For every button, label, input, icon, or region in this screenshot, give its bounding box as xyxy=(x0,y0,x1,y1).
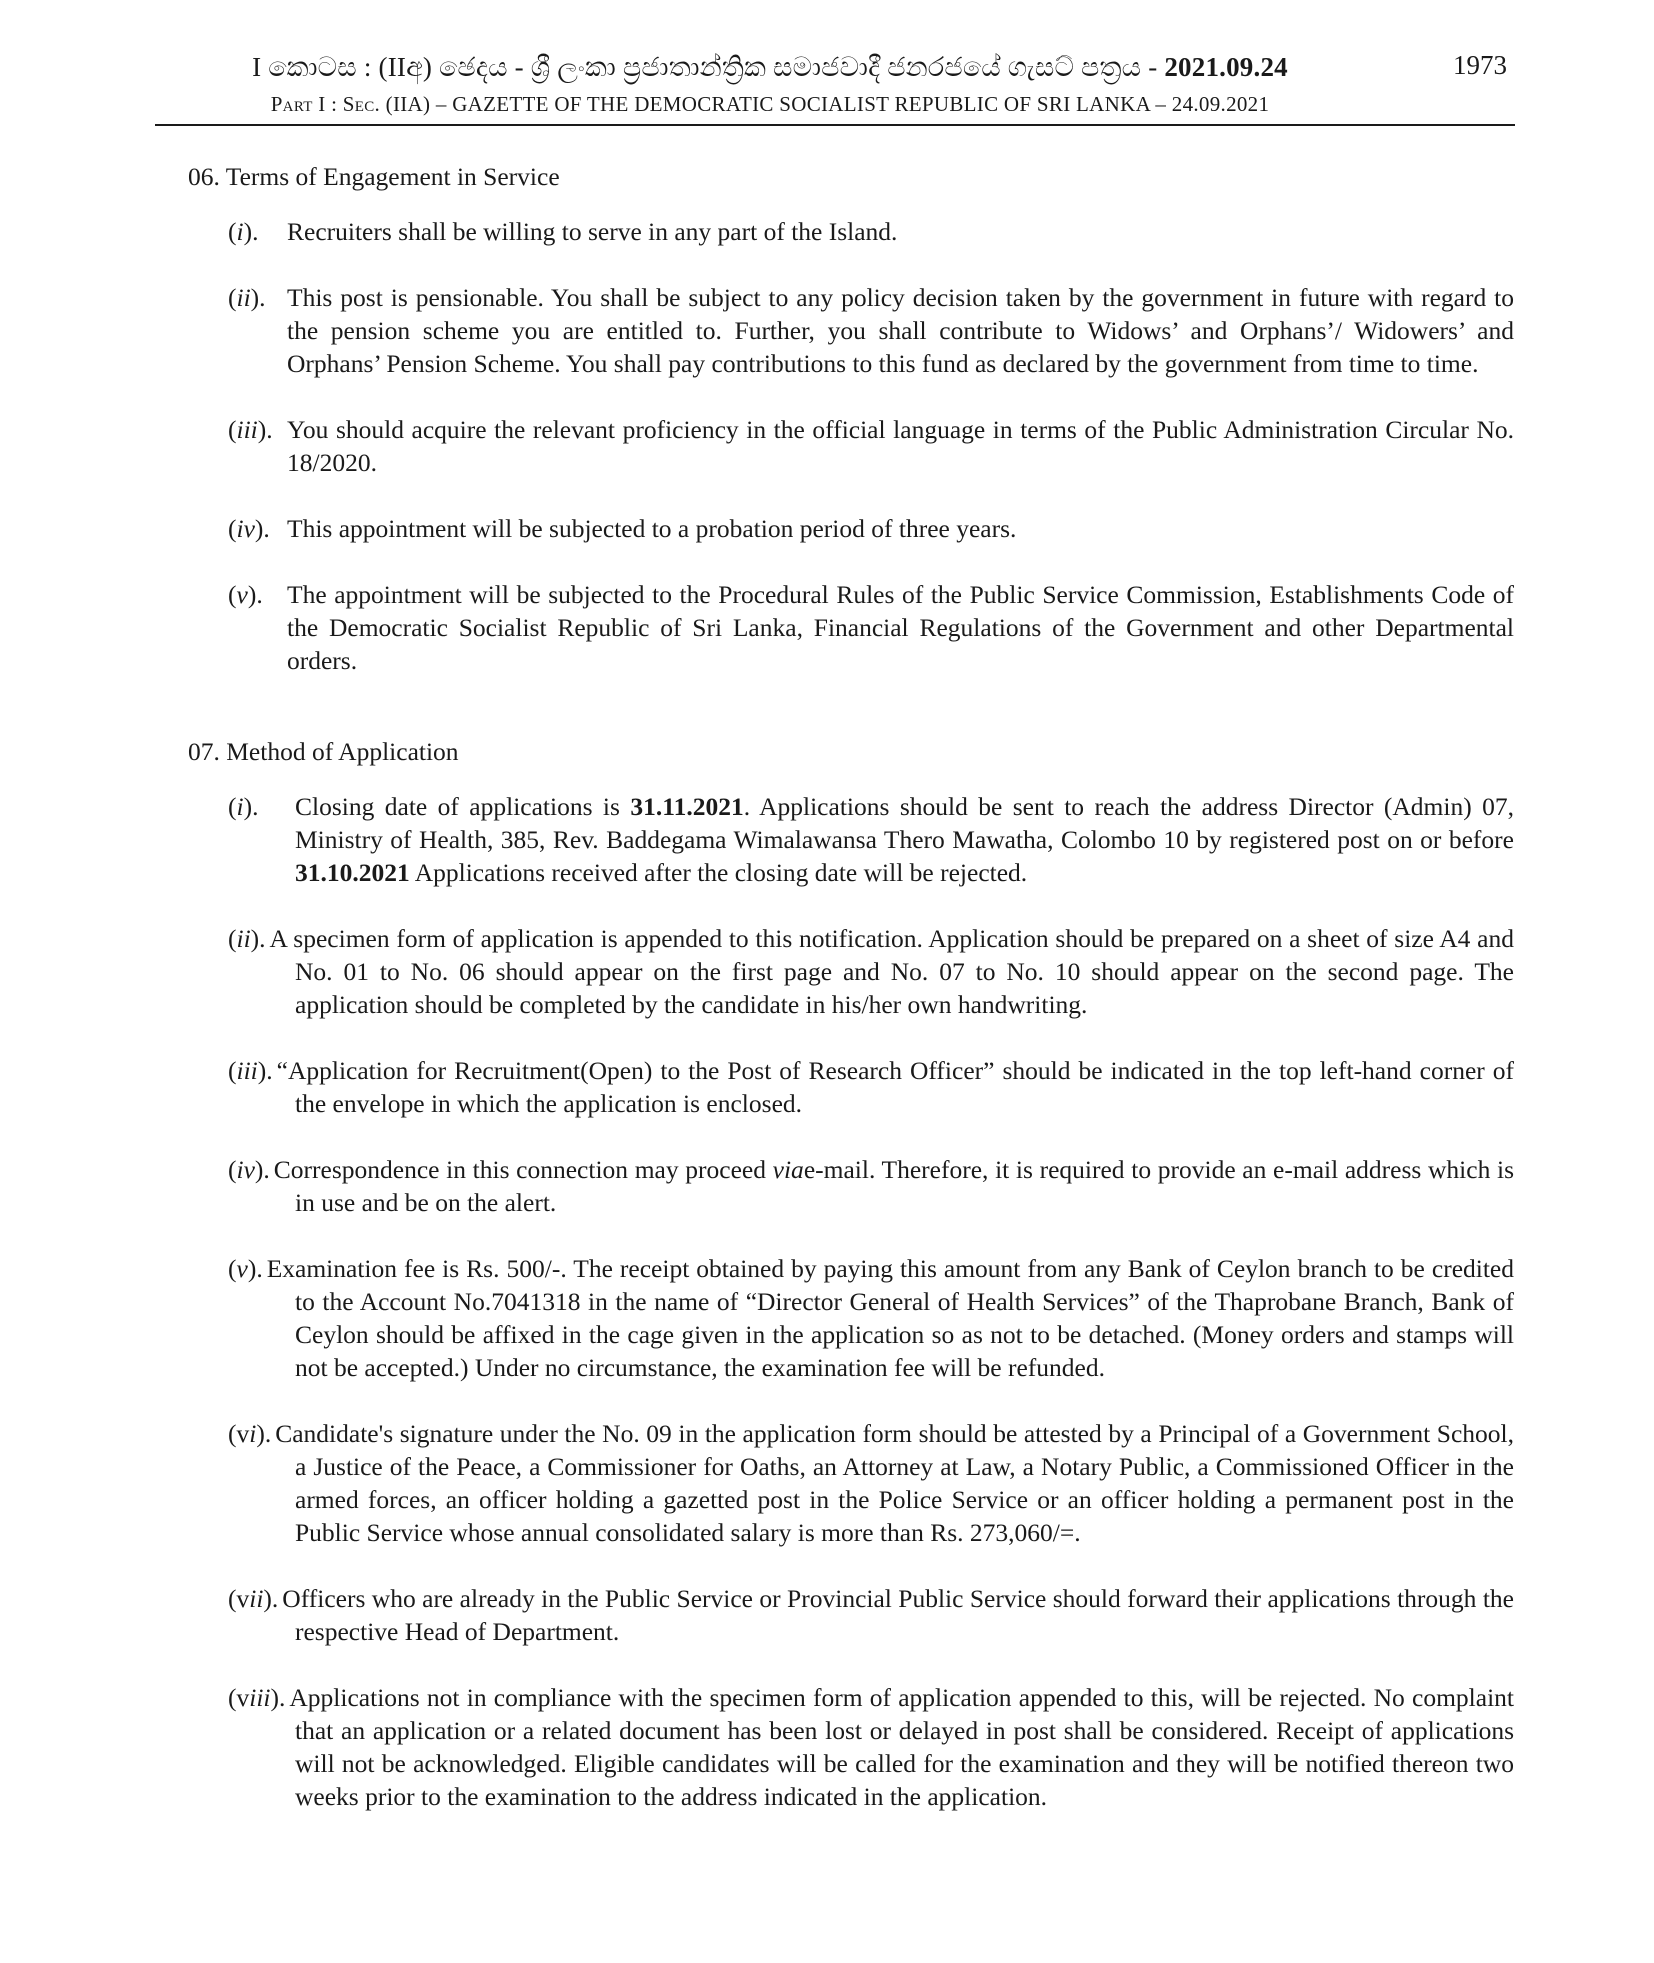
section-07-item-iv xyxy=(228,1153,1514,1219)
item-number: (iv). xyxy=(228,514,270,543)
header-part-number: I : xyxy=(318,92,338,116)
header-sinhala-date: 2021.09.24 xyxy=(1164,52,1288,82)
header-sinhala-text: I කොටස : (IIඅ) ඡෙදය - ශ්‍රී ලංකා ප්‍රජාතාන්ත්‍රික සමාජවාදී ජනරජයේ ගැසට් පත්‍රය - xyxy=(252,52,1158,82)
item-number: (v). xyxy=(228,1254,263,1283)
item-number: (v). xyxy=(228,580,263,609)
header-sinhala-line xyxy=(155,52,1385,84)
header-english-line xyxy=(155,92,1385,117)
item-text: A specimen form of application is appended to this notification. Application should be prepared on a sheet of size A4 and No. 01 to No. 06 should appear on the first page and No. 07 to No. 10 should appear on the second page. The application should be completed by the candidate in his/her own handwriting. xyxy=(269,924,1514,1019)
section-06-item-iv xyxy=(228,512,1514,545)
header-part-label: Part xyxy=(270,92,313,116)
item-text: Correspondence in this connection may proceed viae-mail. Therefore, it is required to provide an e-mail address which is in use and be on the alert. xyxy=(273,1155,1514,1217)
section-06-item-iii xyxy=(228,413,1514,479)
section-07-item-vi xyxy=(228,1417,1514,1549)
closing-date: 31.11.2021 xyxy=(630,792,744,821)
post-deadline-date: 31.10.2021 xyxy=(295,858,410,887)
item-number: (i). xyxy=(228,217,259,246)
section-06-heading: 06. Terms of Engagement in Service xyxy=(188,162,560,191)
item-text: This post is pensionable. You shall be subject to any policy decision taken by the government in future with regard to the pension scheme you are entitled to. Further, you shall contribute to Widows’ and Orphans’/ Widowers’ and Orphans’ Pension Scheme. You shall pay contributions to this fund as declared by the government from time to time. xyxy=(287,283,1514,378)
page-content xyxy=(188,160,1514,1846)
section-06-item-ii xyxy=(228,281,1514,380)
item-number: (vi). xyxy=(228,1419,272,1448)
section-07-heading: 07. Method of Application xyxy=(188,737,459,766)
item-text: “Application for Recruitment(Open) to the Post of Research Officer” should be indicated in the top left-hand corner of the envelope in which the application is enclosed. xyxy=(276,1056,1514,1118)
section-06-item-i xyxy=(228,215,1514,248)
section-07-item-iii xyxy=(228,1054,1514,1120)
section-07-item-viii xyxy=(228,1681,1514,1813)
section-07-item-ii xyxy=(228,922,1514,1021)
header-divider xyxy=(155,124,1515,126)
item-text: The appointment will be subjected to the Procedural Rules of the Public Service Commission, Establishments Code of the Democratic Socialist Republic of Sri Lanka, Financial Regulations of the Government and other Departmental orders. xyxy=(287,580,1514,675)
page-header xyxy=(155,48,1515,126)
item-text: You should acquire the relevant proficiency in the official language in terms of the Public Administration Circular No. 18/2020. xyxy=(287,415,1514,477)
item-number: (i). xyxy=(228,792,259,821)
page-number: 1973 xyxy=(1453,50,1507,80)
section-07-item-vii xyxy=(228,1582,1514,1648)
item-text: Applications not in compliance with the specimen form of application appended to this, will be rejected. No complaint that an application or a related document has been lost or delayed in post shall be considered. Receipt of applications will not be acknowledged. Eligible candidates will be called for the examination and they will be notified thereon two weeks prior to the examination to the address indicated in the application. xyxy=(289,1683,1514,1811)
item-number: (iv). xyxy=(228,1155,270,1184)
item-number: (ii). xyxy=(228,924,266,953)
item-number: (viii). xyxy=(228,1683,286,1712)
item-number: (iii). xyxy=(228,415,273,444)
section-06-item-v xyxy=(228,578,1514,677)
header-english-rest: (IIA) – GAZETTE OF THE DEMOCRATIC SOCIALIST REPUBLIC OF SRI LANKA – 24.09.2021 xyxy=(385,92,1270,116)
item-text: Recruiters shall be willing to serve in any part of the Island. xyxy=(287,217,898,246)
item-number: (iii). xyxy=(228,1056,273,1085)
item-text: Closing date of applications is 31.11.2021. Applications should be sent to reach the address Director (Admin) 07, Ministry of Health, 385, Rev. Baddegama Wimalawansa Thero Mawatha, Colombo 10 by registered post on or before 31.10.2021 Applications received after the closing date will be rejected. xyxy=(295,792,1515,887)
item-number: (ii). xyxy=(228,283,266,312)
header-sec-label: Sec. xyxy=(342,92,381,116)
item-text: Examination fee is Rs. 500/-. The receipt obtained by paying this amount from any Bank of Ceylon branch to be credited to the Account No.7041318 in the name of “Director General of Health Services” of the Thaprobane Branch, Bank of Ceylon should be affixed in the cage given in the application so as not to be detached. (Money orders and stamps will not be accepted.) Under no circumstance, the examination fee will be refunded. xyxy=(266,1254,1514,1382)
item-text: Candidate's signature under the No. 09 in the application form should be attested by a Principal of a Government School, a Justice of the Peace, a Commissioner for Oaths, an Attorney at Law, a Notary Public, a Commissioned Officer in the armed forces, an officer holding a gazetted post in the Police Service or an officer holding a permanent post in the Public Service whose annual consolidated salary is more than Rs. 273,060/=. xyxy=(275,1419,1514,1547)
section-07-item-v xyxy=(228,1252,1514,1384)
item-text: Officers who are already in the Public Service or Provincial Public Service should forward their applications through the respective Head of Department. xyxy=(282,1584,1514,1646)
item-text: This appointment will be subjected to a probation period of three years. xyxy=(287,514,1017,543)
section-07-item-i xyxy=(228,790,1514,889)
item-number: (vii). xyxy=(228,1584,279,1613)
